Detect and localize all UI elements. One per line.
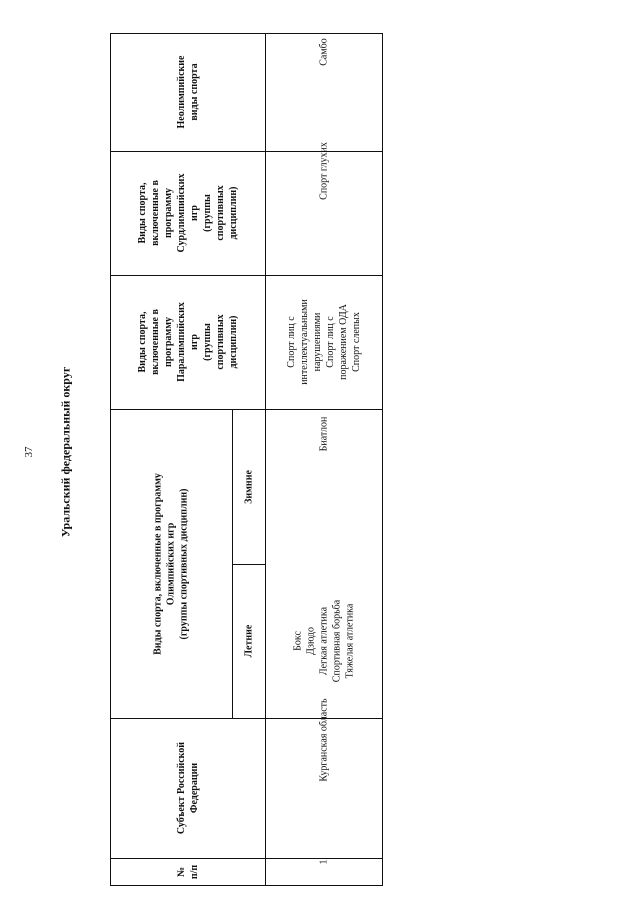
- header-num: № п/п: [175, 864, 200, 879]
- row-paralympic: Спорт лиц с интеллектуальными нарушениями Спорт лиц с поражением ОДА Спорт слепых: [285, 299, 362, 385]
- row-subject: Курганская область: [318, 698, 329, 782]
- row-deaflympic: Спорт глухих: [318, 141, 329, 200]
- header-winter: Зимние: [243, 469, 255, 504]
- header-olympic: Виды спорта, включенные в программу Олимпийских игр (группы спортивных дисциплин): [152, 472, 190, 655]
- header-summer: Летние: [243, 624, 255, 658]
- page-number: 37: [23, 446, 35, 458]
- header-deaflympic: Виды спорта, включенные в программу Сурдлимпийских игр (группы спортивных дисциплин): [136, 173, 239, 253]
- row-winter: Биатлон: [318, 416, 329, 452]
- row-non-olympic: Самбо: [318, 38, 329, 66]
- row-num: 1: [318, 859, 329, 865]
- sports-table: [110, 33, 383, 886]
- header-paralympic: Виды спорта, включенные в программу Паралимпийских игр (группы спортивных дисциплин): [136, 302, 239, 382]
- row-summer: Бокс Дзюдо Легкая атлетика Спортивная борьба Тяжелая атлетика: [292, 599, 355, 683]
- header-non-olympic: Неолимпийские виды спорта: [175, 55, 200, 129]
- header-subject: Субъект Российской Федерации: [175, 741, 200, 835]
- region-title: Уральский федеральный округ: [58, 366, 73, 538]
